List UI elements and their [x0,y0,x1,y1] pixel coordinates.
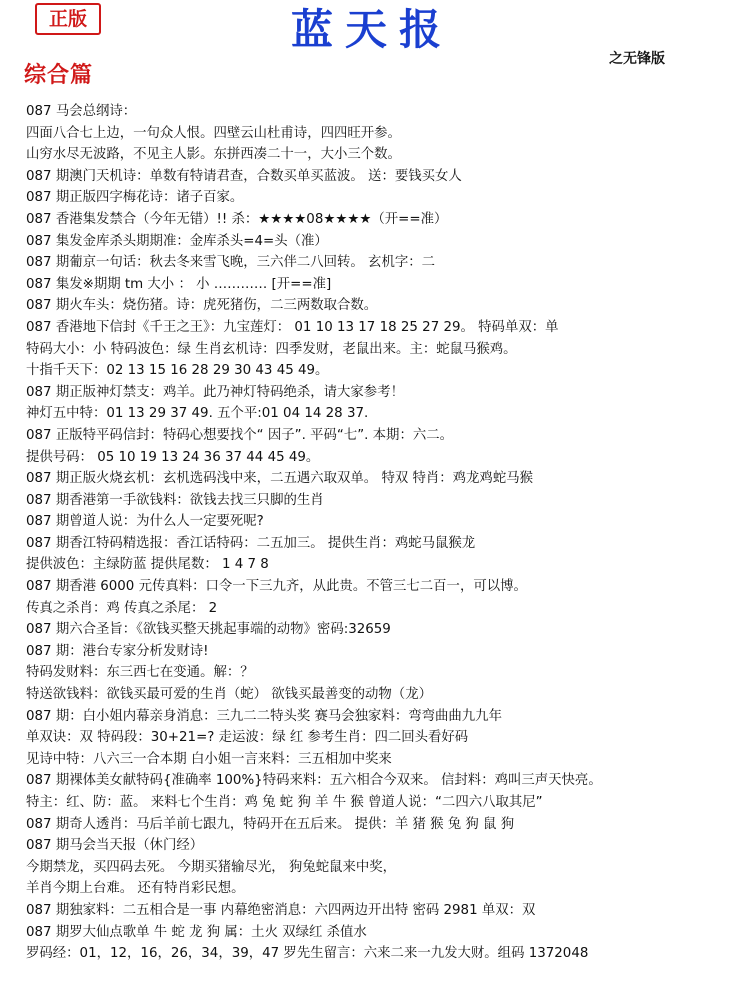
text-line: 087 期香港第一手欲钱料：欲钱去找三只脚的生肖 [26,492,324,508]
text-line: 087 集发金库杀头期期准：金库杀头=4=头（准） [26,233,328,249]
text-line: 087 期曾道人说：为什么人一定要死呢? [26,514,264,530]
text-line: 087 期正版四字梅花诗：诸子百家。 [26,190,244,206]
text-line: 087 期：港台专家分析发财诗! [26,643,209,659]
text-line: 特送欲钱料：欲钱买最可爱的生肖（蛇） 欲钱买最善变的动物（龙） [26,687,432,703]
text-line: 特码大小：小 特码波色：绿 生肖玄机诗：四季发财，老鼠出来。主：蛇鼠马猴鸡。 [26,341,517,357]
text-line: 087 期：白小姐内幕亲身消息：三九二二特头奖 赛马会独家料：弯弯曲曲九九年 [26,708,502,724]
text-line: 神灯五中特：01 13 29 37 49. 五个平:01 04 14 28 37. [26,406,369,422]
article-body [26,101,734,965]
text-line: 今期禁龙，买四码去死。 今期买猪输尽光， 狗兔蛇鼠来中奖， [26,859,397,875]
text-line: 087 期香江特码精选报：香江话特码：二五加三。 提供生肖：鸡蛇马鼠猴龙 [26,535,476,551]
text-line: 087 期马会当天报（休门经） [26,838,204,854]
masthead-title: 蓝天报 [290,5,453,54]
text-line: 山穷水尽无波路，不见主人影。东拼西凑二十一，大小三个数。 [26,147,401,163]
text-line: 087 期正版神灯禁支：鸡羊。此乃神灯特码绝杀，请大家参考！ [26,384,404,400]
text-line: 特主：红、防：蓝。 来料七个生肖：鸡 兔 蛇 狗 羊 牛 猴 曾道人说：“二四六八取其尼” [26,795,543,810]
text-line: 087 香港地下信封《千王之王》：九宝莲灯： 01 10 13 17 18 25 27 29。 特码单双：单 [26,319,559,335]
text-line: 087 期正版火烧玄机：玄机选码浅中来，二五遇六取双单。 特双 特肖：鸡龙鸡蛇马猴 [26,471,533,487]
text-line: 087 马会总纲诗： [26,104,137,119]
text-line: 087 集发※期期 tm 大小 ： 小 ………… [开==准] [26,276,332,292]
section-heading: 综合篇 [24,62,94,88]
text-line: 087 期澳门天机诗：单数有特请君查，合数买单买蓝波。 送：要钱买女人 [26,168,462,184]
text-line: 087 期六合圣旨：《欲钱买整天挑起事端的动物》密码:32659 [26,622,391,638]
text-line: 提供波色：主绿防蓝 提供尾数： 1 4 7 8 [26,557,269,573]
text-line: 087 期香港 6000 元传真料：口令一下三九齐，从此贵。不管三七二百一，可以博。 [26,579,527,595]
text-line: 单双诀：双 特码段：30+21=? 走运波：绿 红 参考生肖：四二回头看好码 [26,730,469,746]
text-line: 特码发财料：东三西七在变通。解：？ [26,665,254,681]
text-line: 四面八合七上边，一句众人恨。四壁云山杜甫诗，四四旺开参。 [26,125,401,141]
text-line: 087 正版特平码信封：特码心想要找个“ 因子”. 平码“七”. 本期：六二。 [26,427,454,443]
text-line: 羊肖今期上台难。 还有特肖彩民想。 [26,881,245,897]
text-line: 087 期奇人透肖：马后羊前七跟九，特码开在五后来。 提供：羊 猪 猴 兔 狗 鼠 狗 [26,816,515,832]
text-line: 087 期裸体美女献特码{准确率 100%}特码来料：五六相合今双来。 信封料：鸡叫三声天快亮。 [26,773,602,789]
text-line: 087 香港集发禁合（今年无错）!! 杀：★★★★08★★★★（开==准） [26,211,448,227]
text-line: 见诗中特：八六三一合本期 白小姐一言来料：三五相加中奖来 [26,751,392,767]
text-line: 罗码经：01，12，16，26，34，39，47 罗先生留言：六来二来一九发大财。组码 1372048 [26,946,589,962]
text-line: 087 期葡京一句话：秋去冬来雪飞晚，三六伴二八回转。 玄机字：二 [26,255,436,271]
text-line: 提供号码： 05 10 19 13 24 36 37 44 45 49。 [26,449,320,465]
text-line: 087 期罗大仙点歌单 牛 蛇 龙 狗 属：土火 双绿红 杀值水 [26,924,367,940]
text-line: 087 期独家料：二五相合是一事 内幕绝密消息：六四两边开出特 密码 2981 单双：双 [26,902,536,918]
text-line: 十指千天下：02 13 15 16 28 29 30 43 45 49。 [26,363,329,379]
text-line: 传真之杀肖：鸡 传真之杀尾： 2 [26,600,218,616]
edition-label: 之无锋版 [609,51,665,67]
genuine-badge: 正版 [35,3,101,35]
text-line: 087 期火车头：烧伤猪。诗：虎死猪伤，二三两数取合数。 [26,298,378,314]
